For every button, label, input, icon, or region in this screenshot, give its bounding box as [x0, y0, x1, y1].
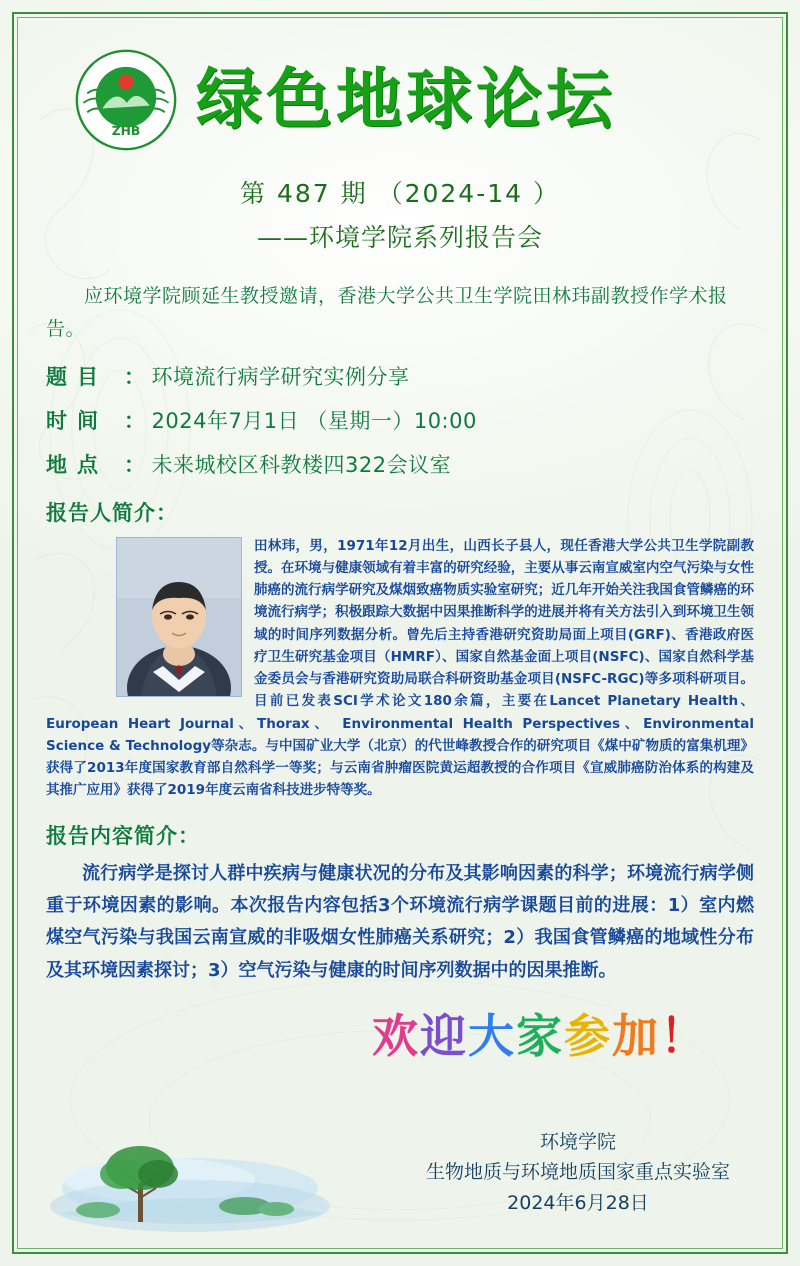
welcome-char-1: 欢: [372, 1009, 420, 1064]
info-row-location: [46, 449, 754, 479]
welcome-char-7: ！: [660, 1009, 708, 1064]
zhb-logo-icon: [74, 48, 178, 152]
info-value-location: 未来城校区科教楼四322会议室: [151, 452, 452, 477]
logo-text: ZHB: [111, 123, 141, 138]
info-colon-location: ：: [124, 452, 146, 477]
welcome-char-2: 迎: [420, 1009, 468, 1064]
info-value-topic: 环境流行病学研究实例分享: [151, 364, 410, 389]
info-row-time: [46, 405, 754, 435]
speaker-portrait: [116, 537, 242, 697]
series-line: ——环境学院系列报告会: [256, 223, 543, 252]
info-label-location: 地点: [46, 452, 108, 477]
info-value-time: 2024年7月1日 （星期一）10:00: [151, 408, 477, 433]
speaker-bio-block: [46, 535, 754, 802]
welcome-char-3: 大: [468, 1009, 516, 1064]
info-colon-topic: ：: [124, 364, 146, 389]
footer-line-date: 2024年6月28日: [507, 1191, 649, 1214]
invitation-paragraph: 应环境学院顾延生教授邀请，香港大学公共卫生学院田林玮副教授作学术报告。: [46, 285, 728, 341]
welcome-char-6: 加: [612, 1009, 660, 1064]
footer-line-lab: 生物地质与环境地质国家重点实验室: [425, 1161, 730, 1184]
portrait-image: [117, 538, 241, 696]
info-colon-time: ：: [124, 408, 146, 433]
info-label-topic: 题目: [46, 364, 108, 389]
abstract-section-title: 报告内容简介：: [46, 823, 200, 848]
footer-signature: [426, 1127, 730, 1218]
speaker-bio-text: 田林玮，男，1971年12月出生，山西长子县人，现任香港大学公共卫生学院副教授。在环境与健康领域有着丰富的研究经验，主要从事云南宣威室内空气污染与女性肺癌的流行病学研究及煤烟致癌物质实验室研究；近几年开始关注我国食管鳞癌的环境流行病学；积极跟踪大数据中因果推断科学的进展并将有关方法引入到环境卫生领域的时间序列数据分析。曾先后主持香港研究资助局面上项目(GRF)、香港政府医疗卫生研究基金项目（HMRF）、国家自然基金面上项目(NSFC)、国家自然科学基金委员会与香港研究资助局联合科研资助基金项目(NSFC-RGC)等多项科研项目。目前已发表SCI学术论文180余篇，主要在Lancet Planetary Health、European Heart Journal、Thorax、 Environmental Health Perspectives、Environmental Science & Technology等杂志。与中国矿业大学（北京）的代世峰教授合作的研究项目《煤中矿物质的富集机理》获得了2013年度国家教育部自然科学一等奖；与云南省肿瘤医院黄运超教授的合作项目《宣威肺癌防治体系的构建及其推广应用》获得了2019年度云南省科技进步特等奖。: [46, 537, 754, 799]
issue-line: 第 487 期 （2024-14 ）: [240, 179, 560, 208]
welcome-banner: [46, 1011, 754, 1062]
info-row-topic: [46, 361, 754, 391]
welcome-char-4: 家: [516, 1009, 564, 1064]
poster-header: [46, 48, 754, 152]
speaker-section-title: 报告人简介：: [46, 500, 178, 525]
page-title: 绿色地球论坛: [196, 61, 616, 138]
footer-line-department: 环境学院: [539, 1130, 616, 1153]
welcome-char-5: 参: [564, 1009, 612, 1064]
info-label-time: 时间: [46, 408, 108, 433]
abstract-text: 流行病学是探讨人群中疾病与健康状况的分布及其影响因素的科学；环境流行病学侧重于环境因素的影响。本次报告内容包括3个环境流行病学课题目前的进展：1）室内燃煤空气污染与我国云南宣威的非吸烟女性肺癌关系研究；2）我国食管鳞癌的地域性分布及其环境因素探讨；3）空气污染与健康的时间序列数据中的因果推断。: [46, 862, 754, 981]
